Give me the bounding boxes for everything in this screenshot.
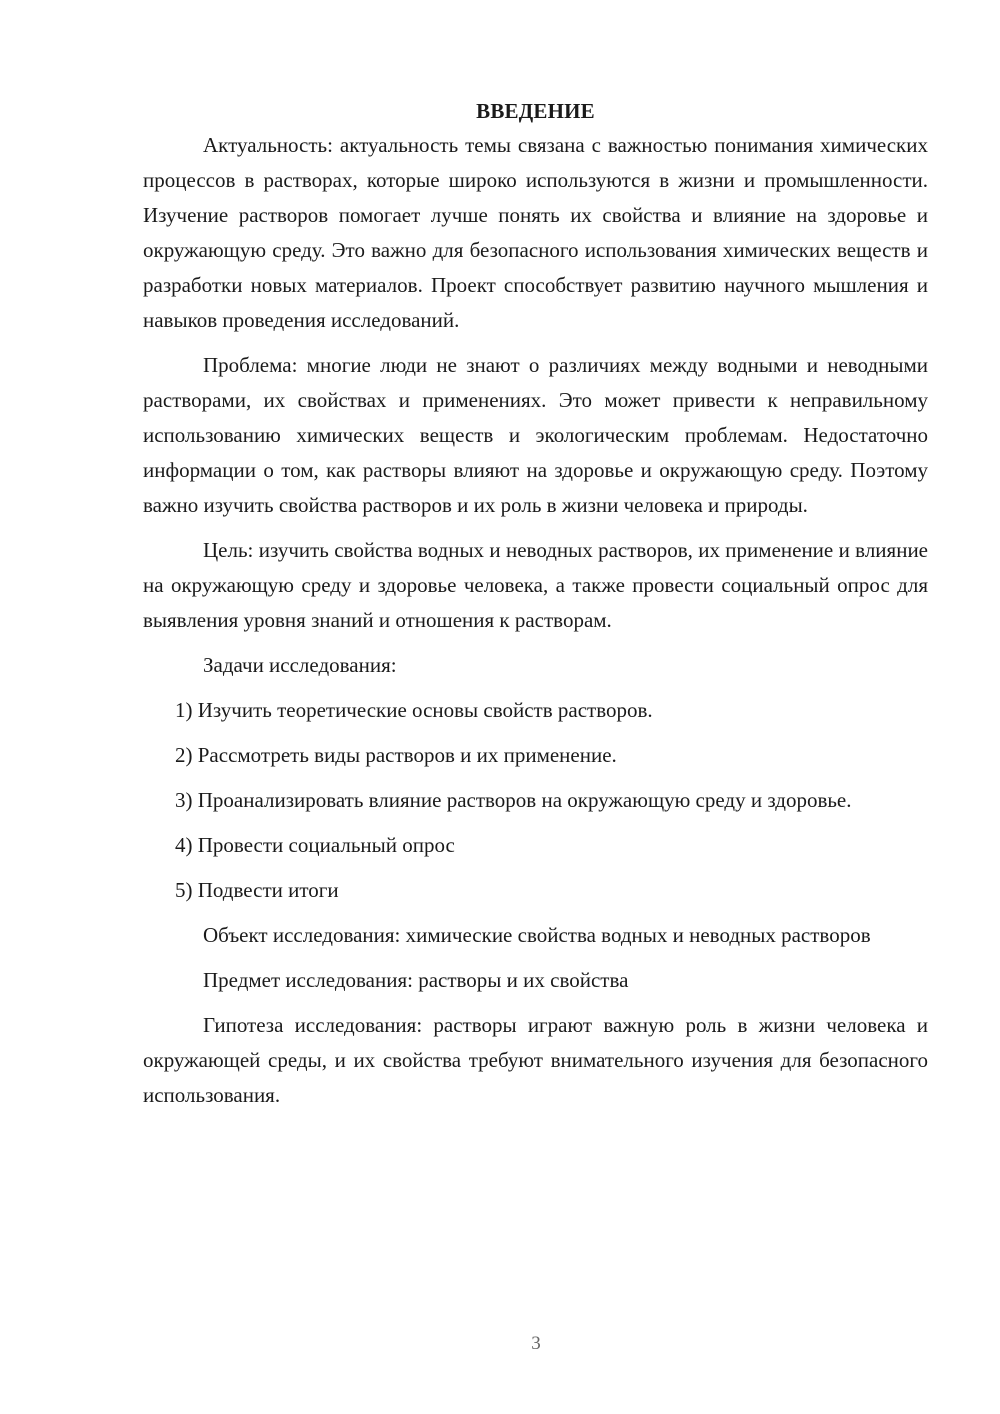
paragraph-tasks-heading: Задачи исследования: [203,653,397,677]
paragraph-object: Объект исследования: химические свойства водных и неводных растворов [203,923,871,947]
task-item-3: 3) Проанализировать влияние растворов на окружающую среду и здоровье. [175,788,852,812]
paragraph-problem: Проблема: многие люди не знают о различиях между водными и неводными растворами, их свойствах и применениях. Это может привести к неправильному использованию химических веществ и экологическим проблемам. Недостаточно информации о том, как растворы влияют на здоровье и окружающую среду. Поэтому важно изучить свойства растворов и их роль в жизни человека и природы. [143,353,928,517]
section-title: ВВЕДЕНИЕ [476,99,595,123]
paragraph-goal: Цель: изучить свойства водных и неводных растворов, их применение и влияние на окружающую среду и здоровье человека, а также провести социальный опрос для выявления уровня знаний и отношения к растворам. [143,538,928,632]
document-page [143,96,928,1123]
page-number: 3 [531,1333,541,1354]
paragraph-subject: Предмет исследования: растворы и их свойства [203,968,629,992]
task-item-4: 4) Провести социальный опрос [175,833,455,857]
task-item-2: 2) Рассмотреть виды растворов и их применение. [175,743,617,767]
paragraph-hypothesis: Гипотеза исследования: растворы играют важную роль в жизни человека и окружающей среды, и их свойства требуют внимательного изучения для безопасного использования. [143,1013,928,1107]
paragraph-relevance: Актуальность: актуальность темы связана с важностью понимания химических процессов в растворах, которые широко используются в жизни и промышленности. Изучение растворов помогает лучше понять их свойства и влияние на здоровье и окружающую среду. Это важно для безопасного использования химических веществ и разработки новых материалов. Проект способствует развитию научного мышления и навыков проведения исследований. [143,133,928,332]
task-item-5: 5) Подвести итоги [175,878,339,902]
task-item-1: 1) Изучить теоретические основы свойств растворов. [175,698,653,722]
